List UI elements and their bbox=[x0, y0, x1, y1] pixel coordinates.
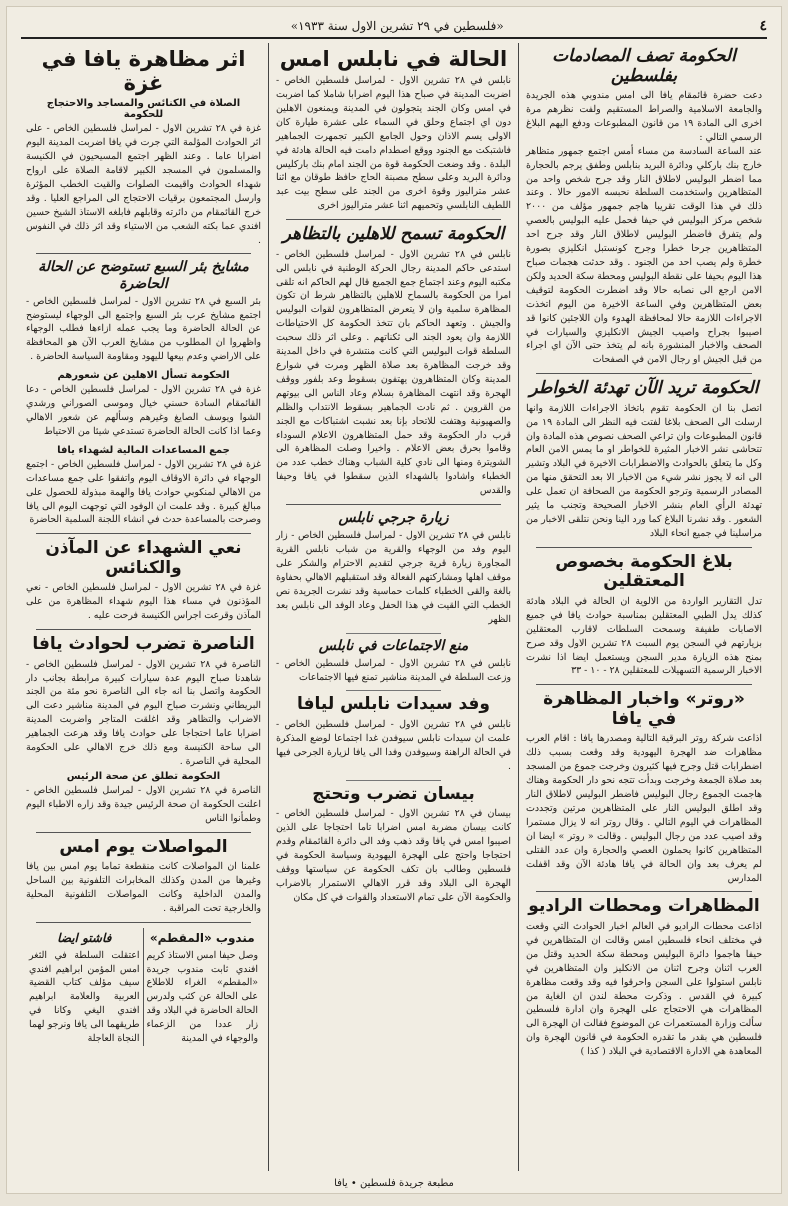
divider bbox=[286, 219, 501, 220]
article-body: تدل التقارير الواردة من الالوية ان الحالة في البلاد هادئة كذلك يدل الطبي المعتقلين بمناسبة حوادث يافا في جميع الاصابات طفيفة وسمحت السلطات لاقارب المعتقلين بزيارتهم في السجن يوم السبت ٢٨ تشرين الاول وقد صرح بمنح هذه الزيارة مدير السجن ويستعمل ايضا اذا نشرت الاخبار الرسمية التسهيلات للمعتقلين ٢٨ - ١٠ - ٣٣ bbox=[526, 595, 762, 677]
article-body: بيسان في ٢٨ تشرين الاول - لمراسل فلسطين الخاص - كانت بيسان مضربة امس اضرابا تاما احتجاجا على الذين اصيبوا امس في يافا وقد ذهب وفد الى دائرة القائمقام وقدم احتجاجا واحتج على الهجرة اليهودية وسياسة الحكومة في فلسطين وطالب بان تكف الحكومة عن سياستها ووقف الهجرة الى البلاد وقد قرر الاهالي الاستمرار بالاضراب والحكومة الآن على تمام الاستعداد والقوات في كل مكان bbox=[276, 808, 511, 903]
article-gaza-effect bbox=[26, 47, 261, 247]
article-demonstration-permitted bbox=[276, 225, 511, 498]
article-communications bbox=[26, 838, 261, 916]
divider bbox=[346, 690, 441, 691]
printer-footer: مطبعة جريدة فلسطين • يافا bbox=[334, 1178, 454, 1189]
subheadline: جمع المساعدات المالية لشهداء يافا bbox=[57, 444, 230, 456]
article-body: عند الساعة السادسة من مساء أمس اجتمع جمهور متظاهر خارج بنك باركلي ودائرة البريد بنابلس وطفق يرجم بالحجارة مما اضطر البوليس لاطلاق النار وقد جرح شخص واحد من المتظاهرين واستخدمت السلطة نحبسه الامور حالا . وعند ذلك في هذا الوقت تقريبا هاجم جمهور مؤلف من ٢٠٠٠ شخص مركز البوليس في حيفا فحمل عليه البوليس بالعصي ولم يتفرق فاضطر البوليس لاطلاق النار وقد جرح احد المتظاهرين جرحا خطرا وجرح كونستبل انكليزي بصورة خطرة ولم يصب احد من الجنود . وقد حدثت هجمات صباح هذا اليوم بحيفا على نقطة البوليس ومحطة سكة الحديد ولكن الامن ارجع الى نصابه حالا وقد اضطرت الحكومة لتوقيف بعض المتظاهرين وفي الساعة الاخيرة من اليوم اتخذت الاجراءات اللازمة حالا لمحافظة الهدوء وان اللاجئين كانوا قد اصيبوا بجراح واصيب الجيش الانكليزي والسيارات في الصحف والاخبار المنشورة بانه لم يتخذ حتى الآن اي اجراء من قبل الجيش او رجال الامن في الصفحات bbox=[526, 145, 762, 366]
article-body: وصل حيفا امس الاستاذ كريم افندي ثابت مندوب جريدة «المقطم» الغراء للاطلاع على الحالة عن كثب ولدرس الحالة الحاضرة في البلاد وقد زار عددا من الزعماء والوجهاء في المدينة bbox=[146, 949, 258, 1045]
headline: «روتر» واخبار المظاهرة في يافا bbox=[543, 689, 745, 729]
article-nazareth-strike bbox=[26, 635, 261, 826]
headline: الناصرة تضرب لحوادث يافا bbox=[32, 634, 255, 655]
article-body: اعتقلت السلطة في الثغر امس المؤمن ابراهيم افندي سيف مؤلف كتاب القضية العربية والعلامة ابراهيم افندي اليغي وكانا في طريقهما الى يافا ونرجو لهما النجاة العاجلة bbox=[29, 949, 140, 1045]
issue-line: «فلسطين في ٢٩ تشرين الاول سنة ١٩٣٣» bbox=[290, 19, 504, 33]
article-nablus-women-delegation bbox=[276, 695, 511, 773]
article-body: اتصل بنا ان الحكومة تقوم باتخاذ الاجراءات اللازمة وانها ارسلت الى الصحف بلاغا لفتت فيه النظر الى المادة ١٩ من قانون المطبوعات وان تراعي الصحف نصوص هذه المادة وان تتحاشى نشر الاخبار المثيرة للخواطر او ما يمس الامن العام وكل ما يتعلق بالحوادث والاضطرابات الاخيرة في البلاد وتشير الى انه لا يجوز نشر شيء من الاخبار الا بعد التحقق منها من المصادر الرسمية وترجو الحكومة من الصحافة ان تعمل على تهدئة الرأي العام بنشر الاخبار الصحيحة وتجنب ما يثير الشعور . وقد نشرنا البلاغ كما ورد الينا ونحن نتلقى الاخبار من مراسلينا في جميع انحاء البلاد bbox=[526, 402, 762, 539]
article-body: نابلس في ٢٨ تشرين الاول - لمراسل فلسطين الخاص - استدعى حاكم المدينة رجال الحركة الوطنية في نابلس الى مكتبه اليوم وعند اجتماع جمع الجميع قال لهم الحاكم انه تلقى امرا من الحكومة بالسماح للاهلين بالتظاهر شرط ان تكون المظاهرة سلمية وان لا يتعرض المتظاهرون لقوات البوليس والجيش . وتعهد الحاكم بان تتخذ الحكومة كل الاحتياطات اللازمة وان يعود الجند الى ثكناتهم . وعلى اثر ذلك سحبت السلطة قوات البوليس التي كانت منتشرة في داخل المدينة وقد خرجت المظاهرة بعد صلاة الظهر ومرت في شوارع المدينة وكان المتظاهرون يهتفون بسقوط وعد بلفور ووقف الهجرة وقد انتهت المظاهرة بسلام وعاد الناس الى بيوتهم من القروين . ثم نادت الجماهير بسقوط الانتداب والظلم والصهيونية وهتفت للاتحاد بإنا بعد نشبت اشتباكات مع الجند قرب دار الحكومة وقد حمل المتظاهرون الاعلام السوداء وقاموا بحرق بعض الاعلام . واخيرا وصلت المظاهرة الى الشويترة ومنها الى نادي كلية الشباب وهناك خطب عدد من الخطباء واشادوا بالشهداء الذين سقطوا في يافا وحيفا والقدس bbox=[276, 248, 511, 497]
divider bbox=[36, 832, 251, 833]
article-body: بئر السبع في ٢٨ تشرين الاول - لمراسل فلسطين الخاص - اجتمع مشايخ عرب بئر السبع واجتمع الى الوجهاء ليستوضح عن الحالة الحاضرة وما يجب عمله ازاءها فطلب الوجهاء واظهروا ان المطلوب من مشايخ العرب الآن هو المحافظة على الاراضي وعدم بيعها لليهود ومقاومة السياسة الحاضرة . bbox=[26, 295, 261, 363]
headline: بيسان تضرب وتحتج bbox=[312, 783, 475, 804]
divider bbox=[346, 780, 441, 781]
article-body: علمنا ان المواصلات كانت منقطعة تماما يوم امس بين يافا وغيرها من المدن وكذلك المخابرات التلفونية بين الساحل والمدن الداخلية وكانت المواصلات التلفونية المحلية والخارجية تحت المراقبة . bbox=[26, 861, 261, 914]
article-reuters-jaffa bbox=[526, 690, 762, 885]
article-body: غزة في ٢٨ تشرين الاول - لمراسل فلسطين الخاص - دعا القائمقام السادة حسني خيال وموسى الصوراني ورشدي الشوا ويوسف الصايغ وغيرهم وسألهم عن شعور الاهالي وعما اذا كانت الحالة الحاضرة تستدعي شيئا من الاحتياط bbox=[26, 384, 261, 437]
subheadline: الحكومة تطلق عن صحة الرئيس bbox=[66, 770, 221, 782]
column-right bbox=[519, 43, 769, 1171]
article-body: نابلس في ٢٨ تشرين الاول - لمراسل فلسطين الخاص - علمت ان سيدات نابلس سيوفدن غدا اجتماعا لوضع المذكرة في الحالة الراهنة وسيوفدن وفدا الى يافا لزيارة الجرحى فيها . bbox=[276, 718, 511, 772]
headline: المواصلات يوم امس bbox=[59, 836, 228, 857]
column-middle bbox=[269, 43, 519, 1171]
headline: وفد سيدات نابلس ليافا bbox=[296, 694, 490, 715]
headline: منع الاجتماعات في نابلس bbox=[318, 637, 469, 654]
headline: مندوب «المقطم» bbox=[149, 930, 255, 945]
article-body: نابلس في ٢٨ تشرين الاول - لمراسل فلسطين الخاص - وزعت السلطة في المدينة مناشير تمنع فيها الاجتماعات bbox=[276, 657, 511, 683]
divider bbox=[536, 684, 752, 685]
brief-arrests bbox=[26, 928, 144, 1046]
divider bbox=[346, 633, 441, 634]
article-jirji-visit bbox=[276, 510, 511, 626]
article-body: غزة في ٢٨ تشرين الاول - لمراسل فلسطين الخاص - على اثر الحوادث المؤلمة التي جرت في يافا اضربت المدينة اليوم اضرابا عاما . وعند الظهر اجتمع المسيحيون في الكنيسة والمسلمون في المسجد الكبير لاقامة الصلاة على ارواح شهداء الحوادث واقيمت الصلوات والقيت الخطب المؤثرة وارسل المجتمعون برقيات الاحتجاج الى المراجع العليا . وقد خرج القائمقام من دائرته وقابلهم فابلغه الاستاذ الشيخ حسين افندي عما بكته الشعب من الاستياء وقد اثر ذلك في النفوس . bbox=[26, 123, 261, 246]
split-briefs bbox=[26, 928, 261, 1046]
article-detainees-statement bbox=[526, 553, 762, 679]
divider bbox=[36, 629, 251, 630]
headline: مشايخ بئر السبع تستوضح عن الحالة الحاضرة bbox=[38, 259, 249, 292]
subheadline: الحكومة تسأل الاهلين عن شعورهم bbox=[57, 370, 230, 382]
article-body: نابلس في ٢٨ تشرين الاول - لمراسل فلسطين الخاص - زار اليوم وفد من الوجهاء والقرية من شباب نابلس القرية المجاورة زيارة قرية جرجي لتقديم الاحترام والشكر على موقف اهلها ومشاركتهم الفعالة وقد استقبلهم الاهالي بحفاوة بالغة والقى الخطباء كلمات حماسية وقد نشرت الجريدة نص الخطب التي القيت في هذا الحفل وعاد الوفد الى نابلس بعد الظهر bbox=[276, 530, 511, 625]
article-body: الناصرة في ٢٨ تشرين الاول - لمراسل فلسطين الخاص - شاهدنا صباح اليوم عدة سيارات كبيرة مرابطة بجانب دار الحكومة واتصل بنا انه جاء الى الناصرة نحو مئة من الجند البريطاني ونشرت صباح اليوم في المدينة مناشير دعت الى الاضراب والتظاهر وقد اغلقت المتاجر واضربت المدينة اضرابا عاما احتجاجا على حوادث يافا وقد هرعت الجماهير الى ساحة الكنيسة ومع ذلك خرج الاهالي على الحكومة المحلية في الناصرة . bbox=[26, 658, 261, 768]
headline: اثر مظاهرة يافا في غزة bbox=[41, 47, 246, 96]
headline: فاشتو ايضا bbox=[57, 930, 112, 945]
article-nablus-situation bbox=[276, 47, 511, 213]
headline: الحكومة تريد الآن تهدئة الخواطر bbox=[529, 378, 759, 399]
headline: بلاغ الحكومة بخصوص المعتقلين bbox=[555, 551, 733, 592]
article-financial-aid bbox=[26, 445, 261, 528]
article-calming-tempers bbox=[526, 379, 762, 541]
article-body: اذاعت محطات الراديو في العالم اخبار الحوادث التي وقعت في مختلف انحاء فلسطين امس وقالت ان المتظاهرين في حيفا هاجموا دائرة البوليس ومحطة سكة الحديد وقتل من العرب اثنان وجرح اثنان من الانكليز وان المتظاهرين في نابلس استولوا على السجن واحرقوا فيه وقد وقعت مظاهرة كبيرة في القدس . وذكرت محطة لندن ان الغاية من المظاهرات هي الاحتجاج على الهجرة وان ادارة فلسطين سألت وزارة المستعمرات عن الموضوع فقالت ان الهجرة الى فلسطين هي بقدر ما تقدره الحكومة في قانون الهجرة وان المعاهدة هي الادارة الاقتصادية في البلاد ( كذا ) bbox=[525, 920, 762, 1058]
headline: الحكومة تصف المصادمات بفلسطين bbox=[552, 46, 736, 86]
headline: المظاهرات ومحطات الراديو bbox=[528, 896, 760, 917]
headline: الحالة في نابلس امس bbox=[279, 47, 508, 71]
article-body: نابلس في ٢٨ تشرين الاول - لمراسل فلسطين الخاص - اضربت المدينة في صباح هذا اليوم اضرابا شاملا كما اضربت في امس وكان الجند يتجولون في المدينة ويمنعون الاهلين دون اي اجتماع وحلق في السماء على عشرة طيارة كان الاولى يسم الاذان وحول الجامع الكبير تجمهرت الجماهير فاشتبكت مع الجنود ووقع اصطدام دامت فيه الحالة هادئة في البلدة . وقد وضعت الحكومة قوة من الجند امام بنك باركليس ودائرة البريد وعلى سطح مصبنة الحاج حافظ طوقان مع اثنا عشر متراليوز وقوة اخرى من الجند على سطح بيت عبد اللطيف النابلسي وتحميهم اثنا عشر متراليوز اخرى bbox=[276, 75, 511, 212]
divider bbox=[536, 891, 752, 892]
divider bbox=[536, 547, 752, 548]
article-body-2: الناصرة في ٢٨ تشرين الاول - لمراسل فلسطين الخاص - اعلنت الحكومة ان صحة الرئيس جيدة وقد زاره الاطباء اليوم وطمأنوا الناس bbox=[26, 784, 261, 824]
divider bbox=[536, 373, 752, 374]
divider bbox=[36, 922, 251, 923]
article-meetings-banned bbox=[276, 638, 511, 685]
article-government-asks-residents bbox=[26, 370, 261, 439]
masthead bbox=[21, 15, 767, 39]
divider bbox=[36, 253, 251, 254]
divider bbox=[36, 533, 251, 534]
newspaper-page bbox=[6, 6, 782, 1194]
page-number: ٤ bbox=[759, 18, 767, 34]
article-body: اذاعت شركة روتر البرقية التالية ومصدرها يافا : اقام العرب مظاهرات ضد الهجرة اليهودية وقد وقعت بسبب ذلك اضطرابات قتل وجرح فيها كثيرون وخرجت جموع من المسجد بعد صلاة الجمعة وخرجت وبدأت تتجه نحو دار الحكومة وهناك هاجمت الجموع رجال البوليس فاضطر البوليس لاطلاق النار وقد اطلق البوليس النار على المتظاهرين مرتين وتجددت المظاهرات في اليوم التالي . وقال روتر انه لا يزال مستمرا وقد اصيب عدد من رجال البوليس . وقالت « روتر » ايضا ان المتظاهرين كانوا يحملون العصي والحجارة وان عدد القتلى لم يعرف بعد وان الحالة في يافا هادئة الآن وقد اقفلت المدارس bbox=[526, 733, 762, 884]
columns bbox=[19, 43, 769, 1171]
article-body: غزة في ٢٨ تشرين الاول - لمراسل فلسطين الخاص - نعي المؤذنون في مساء هذا اليوم شهداء المظاهرة من على المآذن وقرعت اجراس الكنيسة فرحت عليه . bbox=[26, 582, 261, 622]
article-government-describes-clashes bbox=[526, 47, 762, 367]
headline: الحكومة تسمح للاهلين بالتظاهر bbox=[282, 224, 505, 245]
article-radio-stations bbox=[526, 897, 762, 1059]
article-martyrs-mourning bbox=[26, 539, 261, 623]
article-intro: دعت حضرة قائمقام يافا الى امس مندوبي هذه الجريدة والجامعة الاسلامية والصراط المستقيم ولفت نظرهم مرة اخرى الى المادة ١٩ من قانون المطبوعات ودفع اليهم البلاغ الرسمي التالي : bbox=[526, 90, 762, 143]
article-beersheba-sheikhs bbox=[26, 259, 261, 364]
headline: زيارة جرجي نابلس bbox=[338, 510, 449, 527]
article-beisan-strike bbox=[276, 785, 511, 905]
headline: نعي الشهداء عن المآذن والكنائس bbox=[45, 538, 242, 578]
divider bbox=[286, 504, 501, 505]
brief-muqattam-correspondent bbox=[144, 928, 262, 1046]
article-body: غزة في ٢٨ تشرين الاول - لمراسل فلسطين الخاص - اجتمع الوجهاء في دائرة الاوقاف اليوم واتفقوا على جمع مساعدات من الاهالي لمنكوبي حوادث يافا والهمة مبذولة للحصول على مبالغ كبيرة . وقد علمت ان الوفود التي توجهت اليوم الى يافا وصرحت بالمساعدة حدث في انشاء اللجنة السلمية الحاضرة bbox=[26, 458, 262, 526]
column-left bbox=[19, 43, 269, 1171]
subheadline: الصلاة في الكنائس والمساجد والاحتجاج للحكومة bbox=[46, 98, 241, 121]
